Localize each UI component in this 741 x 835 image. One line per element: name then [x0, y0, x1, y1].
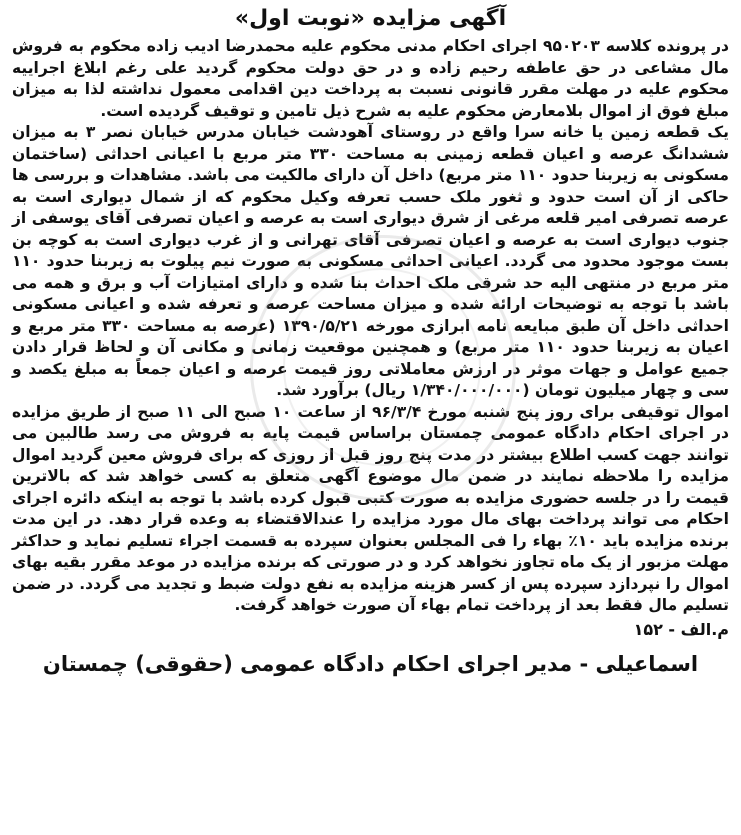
notice-paragraph-case: در پرونده کلاسه ۹۵۰۲۰۳ اجرای احکام مدنی محکوم علیه محمدرضا ادیب زاده محکوم به فروش مال مشاعی در حق عاطفه رحیم زاده و در حق دولت محکوم گردید علی رغم ابلاغ اجراییه محکوم علیه در مهلت مقرر قانونی نسبت به پرداخت دین اقدامی معمول نداشته لذا به میزان مبلغ فوق از اموال بلامعارض محکوم علیه به شرح ذیل تامین و توقیف گردیده است.	[12, 37, 729, 120]
notice-signature: اسماعیلی - مدیر اجرای احکام دادگاه عمومی (حقوقی) چمستان	[42, 651, 699, 676]
notice-reference: م.الف - ۱۵۲	[633, 619, 729, 639]
notice-title: آگهی مزایده «نوبت اول»	[234, 6, 507, 31]
notice-paragraph-property: یک قطعه زمین یا خانه سرا واقع در روستای آهودشت خیابان مدرس خیابان نصر ۳ به میزان ششدانگ عرصه و اعیان قطعه زمینی به مساحت ۳۳۰ متر مربع با اعیانی احداثی (ساختمان مسکونی به زیربنا حدود ۱۱۰ متر مربع) داخل آن دارای مالکیت می باشد. مشاهدات و بررسی ها حاکی از آن است حدود و ثغور ملک حسب تعرفه وکیل محکوم که از شمال دیواری است به عرصه تصرفی امیر قلعه مرغی از شرق دیواری است به عرصه و اعیان تصرفی آقای یوسفی از جنوب دیواری است به عرصه و اعیان تصرفی آقای تهرانی و از غرب دیواری است به کوچه بن بست موجود محدود می گردد. اعیانی احداثی مسکونی به صورت نیم پیلوت به زیربنا حدود ۱۱۰ متر مربع در منتهی الیه حد شرقی ملک احداث بنا شده و دارای امتیازات آب و برق و همه می باشد با توجه به توضیحات ارائه شده و میزان مساحت عرصه و تعرفه شده و اعیانی مسکونی احداثی داخل آن طبق مبایعه نامه ابرازی مورخه ۱۳۹۰/۵/۲۱ (عرصه به مساحت ۳۳۰ متر مربع و اعیان به زیربنا حدود ۱۱۰ متر مربع) و همچنین موقعیت زمانی و مکانی آن و لحاظ قرار دادن جمیع عوامل و جهات موثر در ارزش معاملاتی روز قیمت عرصه و اعیان جمعاً به مبلغ یکصد و سی و چهار میلیون تومان (۱/۳۴۰/۰۰۰/۰۰۰ ریال) برآورد شد.	[12, 123, 729, 399]
notice-paragraph-auction-terms: اموال توقیفی برای روز پنج شنبه مورخ ۹۶/۳/۴ از ساعت ۱۰ صبح الی ۱۱ صبح از طریق مزایده در اجرای احکام دادگاه عمومی چمستان براساس قیمت پایه به فروش می رسد طالبین می توانند جهت کسب اطلاع بیشتر در مدت پنج روز قبل از روزی که برای فروش معین گردید اموال مزایده را ملاحظه نمایند در ضمن مال موضوع آگهی متعلق به کسی خواهد شد که بالاترین قیمت را در جلسه حضوری مزایده به صورت کتبی قبول کرده باشد با توجه به اینکه دائره اجرای احکام می تواند پرداخت بهای مال مورد مزایده را عندالاقتضاء به وعده قرار دهد. در این مدت برنده مزایده باید ۱۰٪ بهاء را فی المجلس بعنوان سپرده به قسمت اجراء تسلیم نماید و حداکثر مهلت مزبور از یک ماه تجاوز نخواهد کرد و در صورتی که برنده مزایده در موعد مقرر بقیه بهای اموال را نپردازد سپرده پس از کسر هزینه مزایده به نفع دولت ضبط و تجدید می گردد. در ضمن تسلیم مال فقط بعد از پرداخت تمام بهاء آن صورت خواهد گرفت.	[12, 402, 730, 614]
